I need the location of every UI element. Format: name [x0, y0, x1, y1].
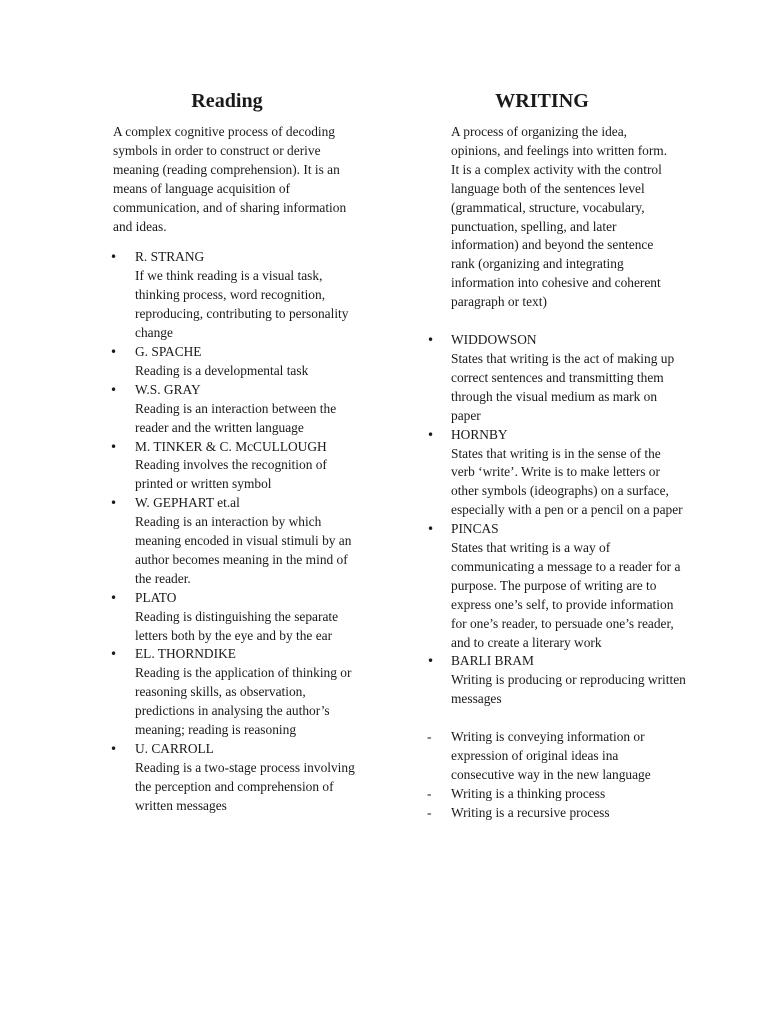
- definition-text: States that writing is the act of making up correct sentences and transmitting them through the visual medium as mark on paper: [451, 350, 675, 423]
- definition-author: HORNBY: [451, 426, 508, 442]
- dash-icon: -: [427, 804, 432, 820]
- definition-text: Reading involves the recognition of printed or written symbol: [135, 457, 327, 492]
- reading-definition-gephart: [110, 494, 361, 589]
- writing-note: [427, 785, 683, 804]
- definition-text: States that writing is in the sense of the verb ‘write’. Write is to make letters or other symbols (ideographs) on a surface, especially with a pen or a pencil on a paper: [451, 445, 683, 518]
- writing-definition-pincas: [427, 520, 687, 652]
- writing-definition-barli-bram: [427, 652, 687, 709]
- writing-column: [427, 90, 691, 823]
- reading-definitions-list: [110, 248, 363, 815]
- definition-author: EL. THORNDIKE: [135, 646, 236, 662]
- definition-text: Writing is producing or reproducing written messages: [451, 672, 686, 707]
- bullet-icon: •: [110, 382, 118, 397]
- dash-icon: -: [427, 785, 432, 801]
- writing-definitions-list: [427, 331, 691, 709]
- definition-text: States that writing is a way of communicating a message to a reader for a purpose. The purpose of writing are to express one’s self, to provide information for one’s reader, to persuade one’s reader, and to create a literary work: [451, 540, 681, 650]
- writing-intro: A process of organizing the idea, opinions, and feelings into written form. It is a complex activity with the control language both of the sentences level (grammatical, structure, vocabulary, punctuation, spelling, and later information) and beyond the sentence rank (organizing and integrating information into cohesive and coherent paragraph or text): [451, 124, 668, 310]
- bullet-icon: •: [427, 333, 435, 348]
- definition-author: M. TINKER & C. McCULLOUGH: [135, 438, 327, 454]
- reading-definition-tinker-mccullough: [110, 438, 361, 495]
- bullet-icon: •: [110, 344, 118, 359]
- reading-definition-plato: [110, 589, 361, 646]
- definition-author: G. SPACHE: [135, 343, 202, 359]
- bullet-icon: •: [427, 427, 435, 442]
- definition-text: Reading is a two-stage process involving the perception and comprehension of written messages: [135, 759, 355, 813]
- writing-notes-list: [427, 728, 691, 823]
- bullet-icon: •: [427, 522, 435, 537]
- definition-text: Reading is a developmental task: [135, 362, 309, 378]
- bullet-icon: •: [110, 439, 118, 454]
- definition-author: W.S. GRAY: [135, 381, 201, 397]
- bullet-icon: •: [110, 647, 118, 662]
- definition-author: PINCAS: [451, 521, 499, 537]
- definition-author: PLATO: [135, 589, 177, 605]
- definition-author: U. CARROLL: [135, 741, 214, 756]
- definition-text: Reading is the application of thinking or reasoning skills, as observation, predictions in analysing the author’s meaning; reading is reasoning: [135, 665, 352, 738]
- writing-note: [427, 728, 683, 785]
- definition-author: BARLI BRAM: [451, 653, 534, 669]
- reading-intro: A complex cognitive process of decoding symbols in order to construct or derive meaning (reading comprehension). It is an means of language acquisition of communication, and of sharing information and ideas.: [113, 124, 347, 234]
- reading-definition-carroll: [110, 740, 361, 816]
- writing-note-text: Writing is conveying information or expression of original ideas ina consecutive way in the new language: [451, 729, 651, 782]
- writing-definition-widdowson: [427, 331, 687, 426]
- definition-text: If we think reading is a visual task, thinking process, word recognition, reproducing, contributing to personality change: [135, 268, 349, 341]
- writing-note-text: Writing is a recursive process: [451, 804, 610, 820]
- bullet-icon: •: [110, 590, 118, 605]
- bullet-icon: •: [427, 654, 435, 669]
- bullet-icon: •: [110, 496, 118, 511]
- definition-author: WIDDOWSON: [451, 332, 537, 348]
- definition-text: Reading is distinguishing the separate letters both by the eye and by the ear: [135, 608, 339, 643]
- bullet-icon: •: [110, 250, 118, 265]
- reading-column: [110, 90, 363, 816]
- definition-author: W. GEPHART et.al: [135, 495, 240, 511]
- dash-icon: -: [427, 729, 432, 745]
- reading-definition-strang: [110, 248, 361, 343]
- writing-definition-hornby: [427, 426, 687, 521]
- definition-author: R. STRANG: [135, 249, 205, 265]
- writing-heading: WRITING: [495, 90, 589, 112]
- reading-heading: Reading: [191, 90, 263, 112]
- reading-definition-gray: [110, 381, 361, 438]
- reading-definition-spache: [110, 343, 361, 381]
- definition-text: Reading is an interaction by which meaning encoded in visual stimuli by an author becomes meaning in the mind of the reader.: [135, 514, 352, 586]
- reading-definition-thorndike: [110, 645, 361, 740]
- writing-note: [427, 804, 683, 823]
- writing-note-text: Writing is a thinking process: [451, 785, 606, 801]
- bullet-icon: •: [110, 742, 118, 756]
- definition-text: Reading is an interaction between the reader and the written language: [135, 400, 337, 435]
